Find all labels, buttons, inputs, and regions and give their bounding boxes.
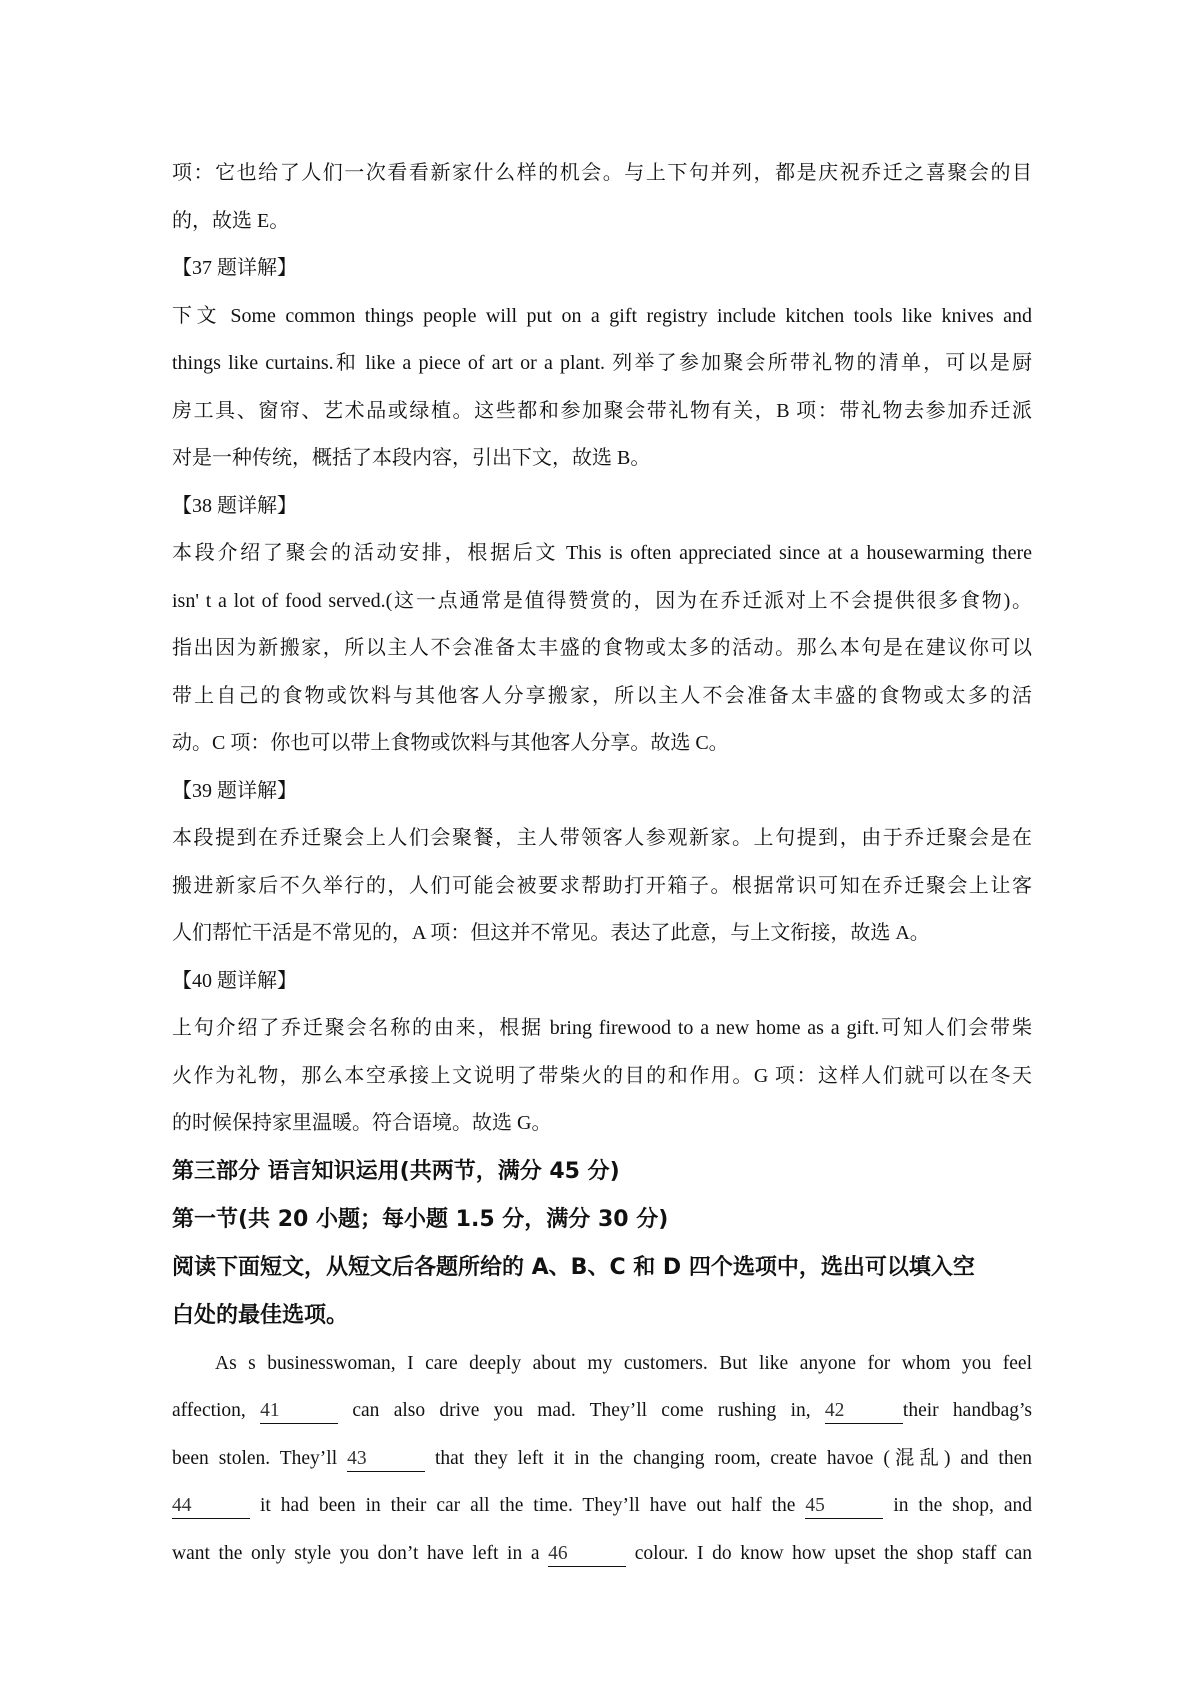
blank-43: 43	[347, 1447, 425, 1472]
passage-text: their handbag’s	[902, 1400, 1032, 1421]
text-line: things like curtains.和 like a piece of art or a plant. 列举了参加聚会所带礼物的清单，可以是厨	[172, 352, 1032, 374]
passage-line: As s businesswoman, I care deeply about my customers. But like anyone for whom you feel	[215, 1352, 1032, 1374]
passage-text: in the shop, and	[883, 1495, 1032, 1516]
text-line: 本段介绍了聚会的活动安排，根据后文 This is often appreciated since at a housewarming there	[172, 542, 1032, 564]
section-title-part3: 第三部分 语言知识运用(共两节，满分 45 分)	[172, 1158, 620, 1184]
answer-heading-40: 【40 题详解】	[172, 969, 297, 992]
section-title-sec1: 第一节(共 20 小题；每小题 1.5 分，满分 30 分)	[172, 1206, 669, 1232]
blank-42: 42	[825, 1399, 903, 1424]
text-line: isn' t a lot of food served.(这一点通常是值得赞赏的，因为在乔迁派对上不会提供很多食物)。	[172, 589, 1032, 612]
passage-line	[172, 1530, 1032, 1578]
text-line: 动。C 项：你也可以带上食物或饮料与其他客人分享。故选 C。	[172, 732, 729, 754]
text-line: 指出因为新搬家，所以主人不会准备太丰盛的食物或太多的活动。那么本句是在建议你可以	[172, 637, 1032, 659]
answer-heading-38: 【38 题详解】	[172, 494, 297, 517]
passage-text: can also drive you mad. They’ll come rushing in,	[338, 1400, 825, 1421]
passage-text: that they left it in the changing room, create havoe (混乱) and then	[425, 1447, 1032, 1469]
blank-45: 45	[805, 1494, 883, 1519]
blank-44: 44	[172, 1494, 250, 1519]
text-line: 带上自己的食物或饮料与其他客人分享搬家，所以主人不会准备太丰盛的食物或太多的活	[172, 684, 1032, 707]
passage-text: colour. I do know how upset the shop staff can	[626, 1542, 1032, 1564]
text-line: 火作为礼物，那么本空承接上文说明了带柴火的目的和作用。G 项：这样人们就可以在冬天	[172, 1064, 1032, 1087]
text-line: 上句介绍了乔迁聚会名称的由来，根据 bring firewood to a new home as a gift.可知人们会带柴	[172, 1017, 1032, 1039]
text-line: 房工具、窗帘、艺术品或绿植。这些都和参加聚会带礼物有关，B 项：带礼物去参加乔迁派	[172, 399, 1032, 422]
text-line: 的，故选 E。	[172, 209, 290, 232]
instruction-line: 白处的最佳选项。	[172, 1302, 349, 1328]
passage-text: been stolen. They’ll	[172, 1447, 348, 1469]
page-content	[172, 150, 1032, 1577]
text-line: 项：它也给了人们一次看看新家什么样的机会。与上下句并列，都是庆祝乔迁之喜聚会的目	[172, 162, 1032, 184]
text-line: 搬进新家后不久举行的，人们可能会被要求帮助打开箱子。根据常识可知在乔迁聚会上让客	[172, 874, 1032, 897]
text-line: 对是一种传统，概括了本段内容，引出下文，故选 B。	[172, 447, 651, 469]
text-line: 下文 Some common things people will put on a gift registry include kitchen tools like knives and	[172, 304, 1032, 327]
passage-text: it had been in their car all the time. They’ll have out half the	[250, 1495, 806, 1516]
instruction-line: 阅读下面短文，从短文后各题所给的 A、B、C 和 D 四个选项中，选出可以填入空	[172, 1254, 975, 1280]
text-line: 的时候保持家里温暖。符合语境。故选 G。	[172, 1112, 552, 1134]
text-line: 本段提到在乔迁聚会上人们会聚餐，主人带领客人参观新家。上句提到，由于乔迁聚会是在	[172, 827, 1032, 849]
blank-46: 46	[548, 1542, 626, 1567]
passage-line	[172, 1435, 1032, 1483]
passage-text: want the only style you don’t have left in a	[172, 1542, 549, 1564]
passage-text: affection,	[172, 1400, 261, 1421]
answer-heading-37: 【37 题详解】	[172, 257, 297, 279]
passage-line	[172, 1482, 1032, 1530]
text-line: 人们帮忙干活是不常见的，A 项：但这并不常见。表达了此意，与上文衔接，故选 A。	[172, 922, 930, 944]
answer-heading-39: 【39 题详解】	[172, 779, 297, 802]
blank-41: 41	[260, 1399, 338, 1424]
passage-line	[172, 1387, 1032, 1435]
